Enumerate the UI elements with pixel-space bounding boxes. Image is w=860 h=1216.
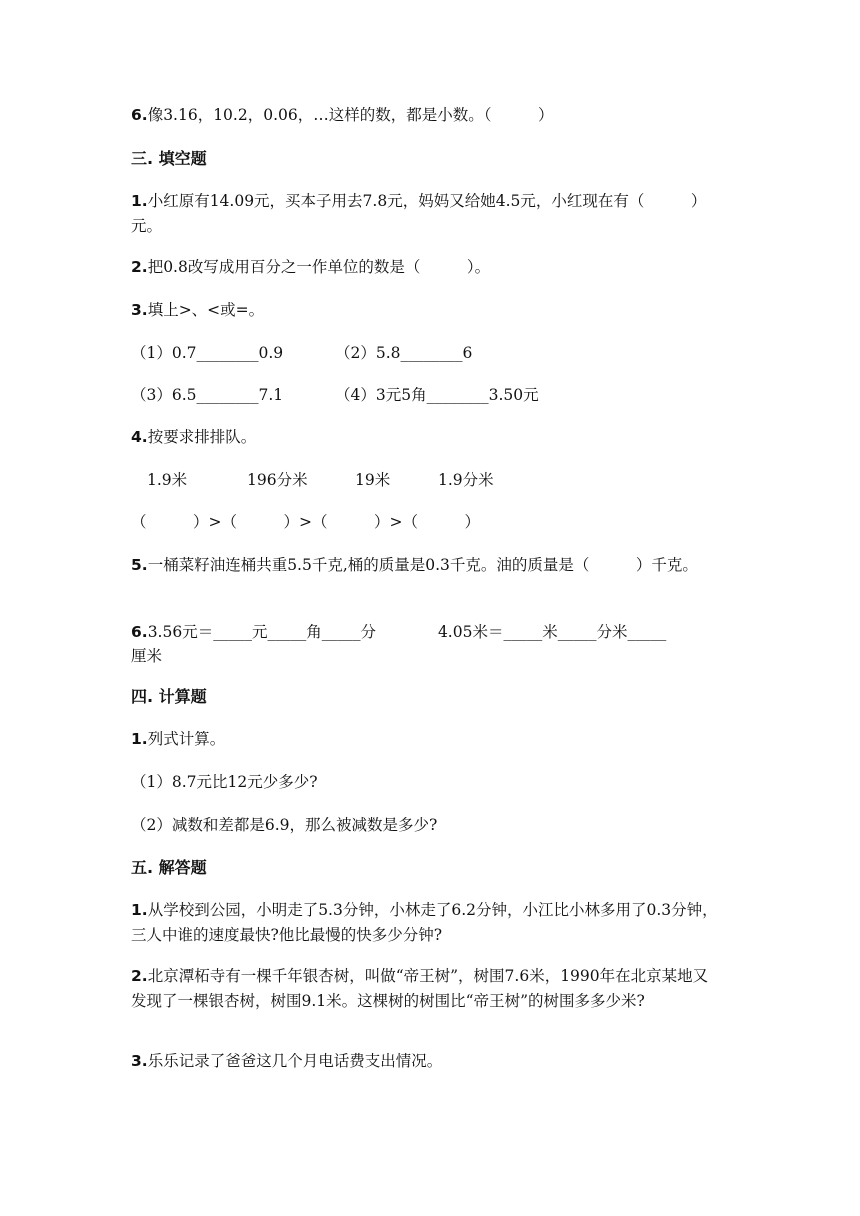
calc-item-1: （1）8.7元比12元少多少? [131,773,318,791]
question-text: 乐乐记录了爸爸这几个月电话费支出情况。 [147,1052,443,1070]
question-text: 北京潭柘寺有一棵千年银杏树，叫做“帝王树”，树围7.6米，1990年在北京某地又发现了一棵银杏树，树围9.1米。这棵树的树围比“帝王树”的树围多多少米? [131,967,709,1010]
fill-question-5 [131,553,721,578]
compare-item-1: （1）0.7________0.9 [131,344,284,362]
solve-question-3 [131,1049,731,1074]
length-value-3: 19米 [355,471,391,489]
solve-question-2 [131,964,721,1014]
question-number: 5. [131,556,148,574]
question-number: 2. [131,967,148,985]
section-heading-calc: 四. 计算题 [131,687,207,706]
calc-item-2: （2）减数和差都是6.9，那么被减数是多少? [131,816,438,834]
fill-question-3 [131,298,731,323]
question-number: 4. [131,428,148,446]
judgement-question-6 [131,103,731,128]
question-text: 列式计算。 [147,730,226,748]
question-number: 6. [131,106,148,124]
length-value-4: 1.9分米 [438,471,494,489]
question-number: 3. [131,1052,148,1070]
fill-question-2 [131,255,731,280]
question-number: 1. [131,192,148,210]
fill-question-6 [131,620,731,645]
question-number: 6. [131,623,148,641]
fill-question-1 [131,189,721,239]
question-text: 小红原有14.09元，买本子用去7.8元，妈妈又给她4.5元，小红现在有（ ）元。 [131,192,707,235]
question-text: 按要求排排队。 [147,428,257,446]
question-number: 2. [131,258,148,276]
fill-question-4 [131,425,731,450]
compare-item-4: （4）3元5角________3.50元 [335,386,539,404]
solve-question-1 [131,898,721,948]
compare-item-3: （3）6.5________7.1 [131,386,284,404]
length-value-1: 1.9米 [147,471,188,489]
question-number: 1. [131,901,148,919]
question-text: 把0.8改写成用百分之一作单位的数是（ ）。 [147,258,491,276]
section-heading-solve: 五. 解答题 [131,858,207,877]
compare-item-2: （2）5.8________6 [335,344,473,362]
question-text: 填上>、<或=。 [147,301,265,319]
calc-question-1 [131,727,731,752]
question-number: 3. [131,301,148,319]
question-text: 像3.16，10.2，0.06，…这样的数，都是小数。（ ） [147,106,554,124]
ordering-blanks-row: （ ）>（ ）>（ ）>（ ） [131,513,480,531]
question-text: 一桶菜籽油连桶共重5.5千克,桶的质量是0.3千克。油的质量是（ ）千克。 [147,556,698,574]
section-heading-fill: 三. 填空题 [131,149,207,168]
length-value-2: 196分米 [247,471,308,489]
question-text: 从学校到公园，小明走了5.3分钟，小林走了6.2分钟，小江比小林多用了0.3分钟，三人中谁的速度最快?他比最慢的快多少分钟? [131,901,718,944]
question-text-line-1: 3.56元＝_____元_____角_____分 4.05米＝_____米_____分米_____ [147,623,667,641]
question-number: 1. [131,730,148,748]
fill-question-6-continued: 厘米 [131,647,163,665]
